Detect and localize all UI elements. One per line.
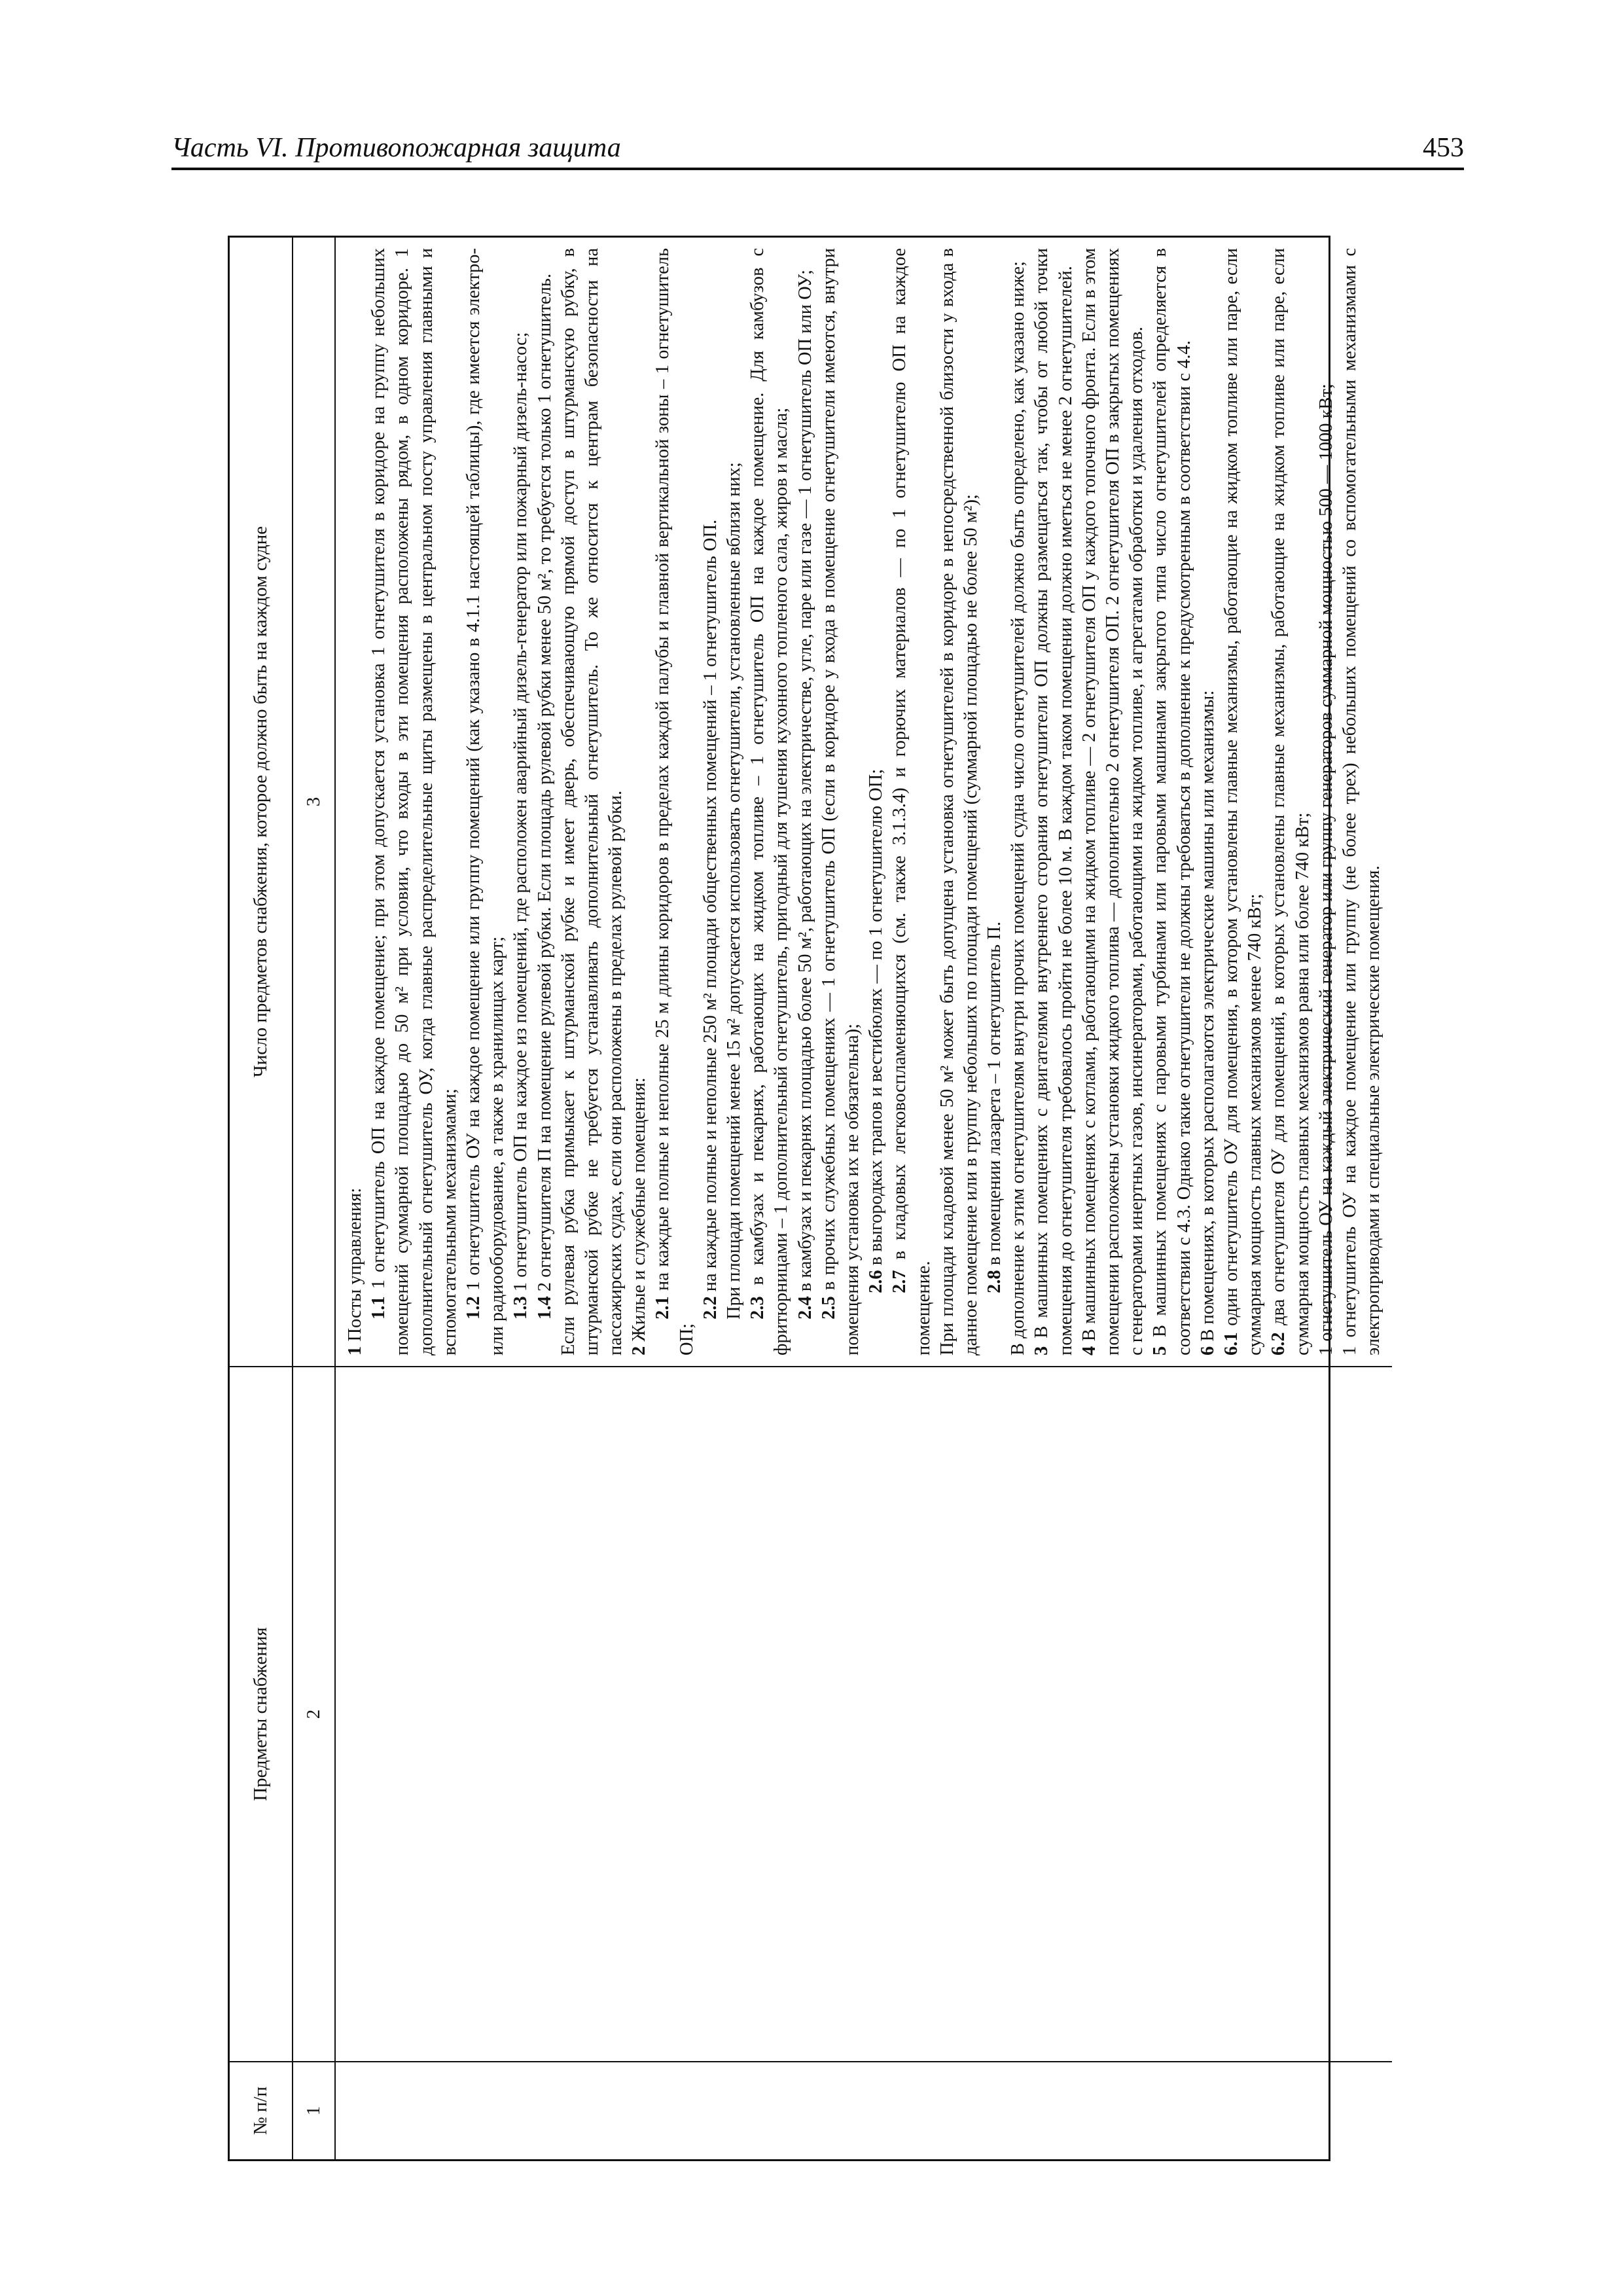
content-paragraph [1220, 248, 1267, 1355]
paragraph-number: 3 [1031, 1346, 1052, 1355]
paragraph-text: 2 огнетушителя П на помещение рулевой рубки. Если площадь рулевой рубки менее 50 м², то требуется только 1 огнетушитель. [534, 274, 555, 1297]
content-paragraph [1338, 248, 1385, 1355]
paragraph-text: 1 огнетушитель ОП на каждое помещение; при этом допускается установка 1 огнетушителя в коридоре на группу небольших помещений суммарной площадью до 50 м² при условии, что входы в эти помещения расположены рядом, в одном коридоре. 1 дополнительный огнетушитель ОУ, когда главные распределительные щиты размещены в центральном посту управления главными и вспомогательными механизмами; [368, 248, 460, 1355]
cell-items-empty [336, 1366, 1392, 2061]
content-paragraph [1007, 248, 1030, 1355]
paragraph-text: В машинных помещениях с двигателями внутреннего сгорания огнетушители ОП должны размещаться так, чтобы от любой точки помещения до огнетушителя требовалось пройти не более 10 м. В каждом таком помещении должно иметься не менее 2 огнетушителей. [1031, 248, 1076, 1355]
paragraph-text: в кладовых легковоспламеняющихся (см. также 3.1.3.4) и горючих материалов — по 1 огнетушителю ОП на каждое помещение. [889, 248, 934, 1355]
content-paragraph [936, 248, 983, 1355]
paragraph-text: два огнетушителя ОУ для помещений, в которых установлены главные механизмы, работающие на жидком топливе или паре, если суммарная мощность главных механизмов равна или более 740 кВт; [1268, 248, 1313, 1355]
paragraph-number: 5 [1150, 1346, 1171, 1355]
content-paragraph [1267, 248, 1314, 1355]
column-header-quantity: Число предметов снабжения, которое должно быть на каждом судне [230, 238, 293, 1366]
paragraph-number: 1 [345, 1346, 365, 1355]
paragraph-text: 1 огнетушитель ОП на каждое из помещений, где расположен аварийный дизель-генератор или пожарный дизель-насос; [510, 332, 531, 1297]
paragraph-text: в камбузах и пекарнях, работающих на жидком топливе – 1 огнетушитель ОП на каждое помещение. Для камбузов с фритюрницами – 1 дополнительный огнетушитель, пригодный для тушения кухонного топленого сала, жиров и масла; [747, 248, 792, 1355]
content-paragraph [628, 248, 651, 1355]
content-paragraph [1030, 248, 1077, 1355]
paragraph-number: 6.2 [1268, 1332, 1289, 1355]
paragraph-number: 2.5 [818, 1296, 839, 1319]
paragraph-number: 2.7 [889, 1270, 910, 1293]
paragraph-text: в выгородках трапов и вестибюлях — по 1 огнетушителю ОП; [866, 768, 887, 1270]
paragraph-text: в камбузах и пекарнях площадью более 50 м², работающих на электричестве, угле, паре или газе — 1 огнетушитель ОП или ОУ; [794, 269, 815, 1297]
paragraph-number: 2.6 [866, 1270, 887, 1293]
content-paragraph [367, 248, 462, 1355]
column-header-items: Предметы снабжения [230, 1366, 293, 2061]
content-paragraph [557, 248, 628, 1355]
content-paragraph [533, 248, 557, 1355]
paragraph-text: В машинных помещениях с котлами, работающими на жидком топливе — 2 огнетушителя ОП у каждого топочного фронта. Если в этом помещении расположены установки жидкого топлива — дополнительно 2 огнетушителя ОП. 2 огнетушителя ОП в закрытых помещениях с генераторами инертных газов, инсинераторами, работающими на жидком топливе, и агрегатами обработки и удаления отходов. [1079, 248, 1147, 1355]
paragraph-text: в прочих служебных помещениях — 1 огнетушитель ОП (если в коридоре у входа в помещение огнетушители имеются, внутри помещения установка их не обязательна); [818, 248, 863, 1355]
content-paragraph [462, 248, 509, 1355]
content-paragraph [794, 248, 817, 1355]
content-paragraph [888, 248, 935, 1355]
cell-number-empty [336, 2061, 1392, 2159]
content-paragraph [746, 248, 793, 1355]
paragraph-number: 2.3 [747, 1296, 768, 1319]
content-paragraph [509, 248, 533, 1355]
content-paragraph [983, 248, 1007, 1355]
paragraph-text: 1 огнетушитель ОУ на каждое помещение или группу (не более трех) небольших помещений со вспомогательными механизмами с электроприводами и специальные электрические помещения. [1339, 248, 1384, 1355]
column-number-3: 3 [293, 238, 336, 1366]
paragraph-text: 1 огнетушитель ОУ на каждое помещение или группу помещений (как указано в 4.1.1 настоящей таблицы), где имеется электро- или радиооборудование, а также в хранилищах карт; [463, 248, 508, 1355]
quantity-content-cell [336, 238, 1392, 1366]
paragraph-text: В машинных помещениях с паровыми турбинами или паровыми машинами закрытого типа число огнетушителей определяется в соответствии с 4.3. Однако такие огнетушители не должны требоваться в дополнение к предусмотренным в соответствии с 4.4. [1150, 248, 1194, 1355]
paragraph-number: 2.4 [794, 1296, 815, 1319]
content-paragraph [1149, 248, 1196, 1355]
paragraph-number: 6 [1197, 1346, 1218, 1355]
page-number: 453 [1423, 133, 1464, 163]
paragraph-number: 1.1 [368, 1296, 389, 1319]
paragraph-number: 2.1 [652, 1296, 673, 1319]
paragraph-text: В дополнение к этим огнетушителям внутри прочих помещений судна число огнетушителей должно быть определено, как указано ниже; [1008, 261, 1029, 1355]
content-paragraph [651, 248, 698, 1355]
paragraph-text: 1 огнетушитель ОУ на каждый электрический генератор или группу генераторов суммарной мощностью 500 — 1000 кВт; [1315, 384, 1336, 1355]
paragraph-text: Посты управления: [345, 1187, 365, 1346]
column-number-1: 1 [293, 2061, 336, 2159]
content-paragraph [1315, 248, 1338, 1355]
column-header-number: № п/п [230, 2061, 293, 2159]
header-rule [171, 168, 1464, 170]
paragraph-text: При площади кладовой менее 50 м² может быть допущена установка огнетушителей в коридоре в непосредственной близости у входа в данное помещение или в группу небольших по площади помещений (суммарной площадью не более 50 м²); [936, 248, 981, 1355]
paragraph-text: один огнетушитель ОУ для помещения, в котором установлены главные механизмы, работающие на жидком топливе или паре, если суммарная мощность главных механизмов менее 740 кВт; [1221, 248, 1266, 1355]
table-wrapper [228, 236, 1384, 2161]
paragraph-text: Жилые и служебные помещения: [629, 1077, 650, 1346]
paragraph-number: 2 [629, 1346, 650, 1355]
paragraph-number: 6.1 [1221, 1332, 1241, 1355]
paragraph-text: на каждые полные и неполные 25 м длины коридоров в пределах каждой палубы и главной вертикальной зоны – 1 огнетушитель ОП; [652, 248, 697, 1355]
paragraph-text: в помещении лазарета – 1 огнетушитель П. [984, 922, 1005, 1270]
running-header [171, 128, 1464, 164]
paragraph-number: 4 [1079, 1346, 1099, 1355]
content-paragraph [699, 248, 722, 1355]
paragraph-number: 1.2 [463, 1296, 484, 1319]
paragraph-number: 1.4 [534, 1296, 555, 1319]
paragraph-text: При площади помещений менее 15 м² допускается использовать огнетушители, установленные вблизи них; [724, 462, 744, 1319]
content-paragraph [817, 248, 865, 1355]
section-title: Часть VI. Противопожарная защита [171, 133, 621, 163]
content-paragraph [344, 248, 367, 1355]
paragraph-number: 2.8 [984, 1270, 1005, 1293]
content-paragraph [865, 248, 888, 1355]
paragraph-number: 2.2 [700, 1296, 721, 1319]
paragraph-text: В помещениях, в которых располагаются электрические машины или механизмы: [1197, 690, 1218, 1346]
content-paragraph [1078, 248, 1149, 1355]
paragraph-text: на каждые полные и неполные 250 м² площади общественных помещений – 1 огнетушитель ОП. [700, 519, 721, 1297]
content-paragraph [1196, 248, 1220, 1355]
supply-table [228, 236, 1384, 2161]
column-number-2: 2 [293, 1366, 336, 2061]
paragraph-text: Если рулевая рубка примыкает к штурманской рубке и имеет дверь, обеспечивающую прямой доступ в штурманскую рубку, в штурманской рубке не требуется устанавливать дополнительный огнетушитель. То же относится к центрам безопасности на пассажирских судах, если они расположены в пределах рулевой рубки. [558, 248, 626, 1355]
content-paragraph [722, 248, 746, 1355]
paragraph-number: 1.3 [510, 1296, 531, 1319]
